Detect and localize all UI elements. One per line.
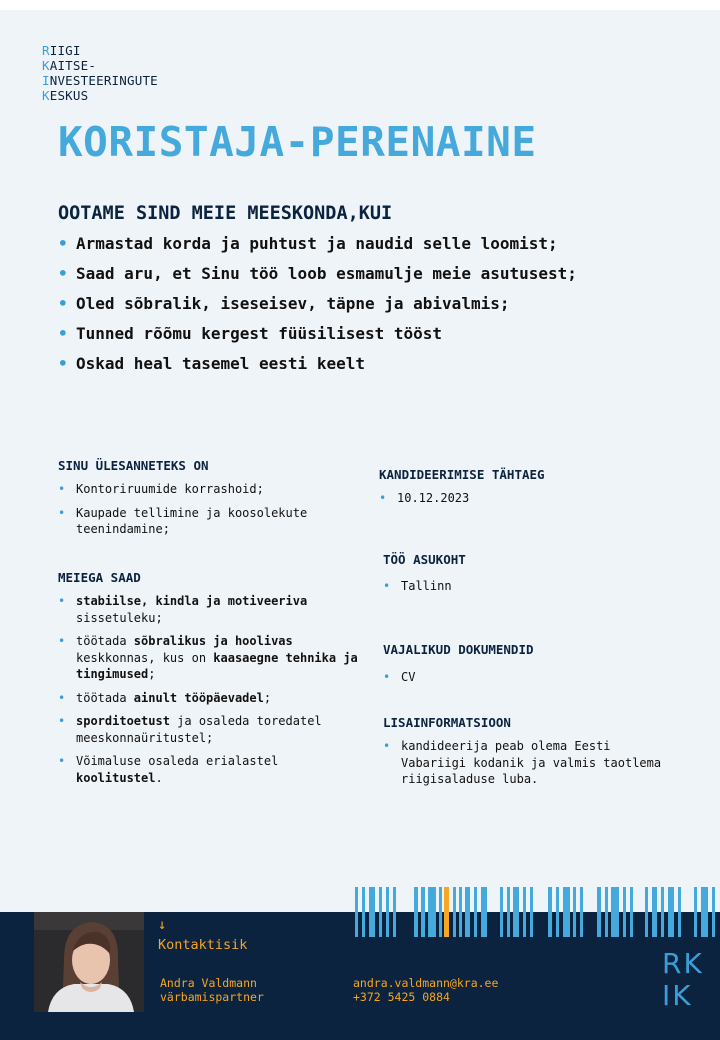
footer-logo-line: RK [662,947,704,980]
offer-list [58,593,358,793]
documents-list [383,669,663,693]
deadline-value: • 10.12.2023 [379,490,659,507]
person-portrait-icon [34,912,144,1012]
list-item: • sporditoetust ja osaleda toredatel meeskonnaüritustel; [58,713,358,746]
duties-title: SINU ÜLESANNETEKS ON [58,458,209,473]
list-item: • Armastad korda ja puhtust ja naudid selle loomist; [58,232,678,255]
location-value: • Tallinn [383,578,663,595]
footer-logo [662,948,704,1012]
contact-name: Andra Valdmann [160,976,257,990]
deadline-list [379,490,659,514]
contact-email[interactable]: andra.valdmann@kra.ee [353,976,499,990]
deadline-title: KANDIDEERIMISE TÄHTAEG [379,467,545,482]
list-item: • Kaupade tellimine ja koosolekute teenindamine; [58,505,358,538]
extra-info-title: LISAINFORMATSIOON [383,715,511,730]
location-list [383,578,663,602]
list-item: • stabiilse, kindla ja motiveeriva sissetuleku; [58,593,358,626]
barcode-decoration [355,887,717,937]
rkik-logo [42,43,158,103]
contact-label: Kontaktisik [158,937,248,953]
logo-line: KESKUS [42,88,89,103]
extra-info-value: • kandideerija peab olema Eesti Vabariigi kodanik ja valmis taotlema riigisaladuse luba. [383,738,668,788]
list-item: • Saad aru, et Sinu töö loob esmamulje meie asutusest; [58,262,678,285]
contact-photo [34,912,144,1012]
job-title: KORISTAJA-PERENAINE [58,118,537,166]
intro-list [58,232,678,382]
intro-heading: OOTAME SIND MEIE MEESKONDA,KUI [58,203,393,224]
duties-list [58,481,358,545]
list-item: • Kontoriruumide korrashoid; [58,481,358,498]
list-item: • Oled sõbralik, iseseisev, täpne ja abivalmis; [58,292,678,315]
logo-line: KAITSE- [42,58,97,73]
offer-title: MEIEGA SAAD [58,570,141,585]
documents-title: VAJALIKUD DOKUMENDID [383,642,534,657]
list-item: • Oskad heal tasemel eesti keelt [58,352,678,375]
list-item: • töötada sõbralikus ja hoolivas keskkonnas, kus on kaasaegne tehnika ja tingimused; [58,633,358,683]
list-item: • Võimaluse osaleda erialastel koolitustel. [58,753,358,786]
logo-line: INVESTEERINGUTE [42,73,158,88]
contact-role: värbamispartner [160,990,264,1004]
footer-logo-line: IK [662,979,693,1012]
documents-value: • CV [383,669,663,686]
list-item: • Tunned rõõmu kergest füüsilisest tööst [58,322,678,345]
logo-line: RIIGI [42,43,81,58]
list-item: • töötada ainult tööpäevadel; [58,690,358,707]
extra-info-list [383,738,668,795]
arrow-down-icon: ↓ [158,917,167,933]
contact-phone[interactable]: +372 5425 0884 [353,990,450,1004]
location-title: TÖÖ ASUKOHT [383,552,466,567]
